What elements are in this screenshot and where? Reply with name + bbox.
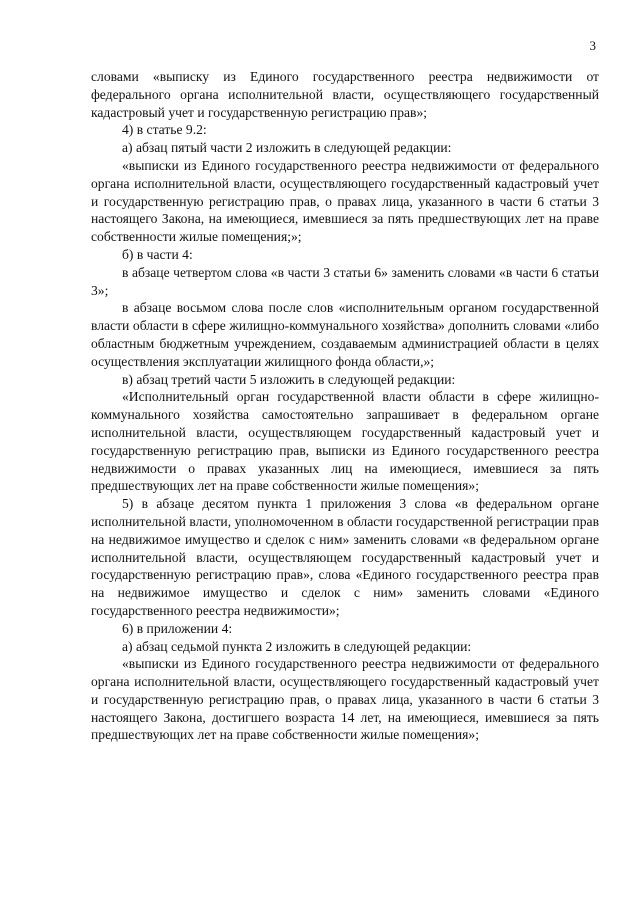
- paragraph: 4) в статье 9.2:: [122, 122, 207, 138]
- paragraph: 5) в абзаце десятом пункта 1 приложения 3 слова «в федеральном органе исполнительной власти, уполномоченном в области государственной регистрации прав на недвижимое имущество и сделок с ним» заменить словами «в федеральном органе исполнительной власти, осуществляющем государственный кадастровый учет и государственную регистрацию прав», слова «Единого государственного реестра прав на недвижимое имущество и сделок с ним» заменить словами «Единого государственного реестра недвижимости»;: [91, 496, 599, 618]
- paragraph: а) абзац седьмой пункта 2 изложить в следующей редакции:: [122, 638, 472, 654]
- document-body: [91, 68, 599, 744]
- paragraph: словами «выписку из Единого государственного реестра недвижимости от федерального органа исполнительной власти, осуществляющего государственный кадастровый учет и государственную регистрацию прав»;: [91, 69, 599, 120]
- paragraph: а) абзац пятый части 2 изложить в следующей редакции:: [122, 140, 452, 156]
- paragraph: «выписки из Единого государственного реестра недвижимости от федерального органа исполнительной власти, осуществляющего государственный кадастровый учет и государственную регистрацию прав, о правах лица, указанного в части 6 статьи 3 настоящего Закона, на имеющиеся, имевшиеся за пять предшествующих лет на праве собственности жилые помещения;»;: [91, 157, 599, 245]
- paragraph: б) в части 4:: [122, 246, 193, 262]
- paragraph: в абзаце четвертом слова «в части 3 статьи 6» заменить словами «в части 6 статьи 3»;: [91, 264, 599, 298]
- paragraph: в абзаце восьмом слова после слов «исполнительным органом государственной власти области в сфере жилищно-коммунального хозяйства» дополнить словами «либо областным бюджетным учреждением, создаваемым администрацией области в целях осуществления эксплуатации жилищного фонда области,»;: [91, 300, 599, 369]
- paragraph: «Исполнительный орган государственной власти области в сфере жилищно-коммунального хозяйства самостоятельно запрашивает в федеральном органе исполнительной власти, осуществляющем государственный кадастровый учет и государственную регистрацию прав, выписки из Единого государственного реестра недвижимости о правах указанных лиц на имеющиеся, имевшиеся за пять предшествующих лет на праве собственности жилые помещения»;: [91, 389, 599, 494]
- paragraph: в) абзац третий части 5 изложить в следующей редакции:: [122, 371, 456, 387]
- paragraph: 6) в приложении 4:: [122, 620, 233, 636]
- page-number: 3: [589, 38, 596, 53]
- paragraph: «выписки из Единого государственного реестра недвижимости от федерального органа исполнительной власти, осуществляющего государственный кадастровый учет и государственную регистрацию прав, о правах лица, указанного в части 6 статьи 3 настоящего Закона, достигшего возраста 14 лет, на имеющиеся, имевшиеся за пять предшествующих лет на праве собственности жилые помещения»;: [91, 656, 599, 743]
